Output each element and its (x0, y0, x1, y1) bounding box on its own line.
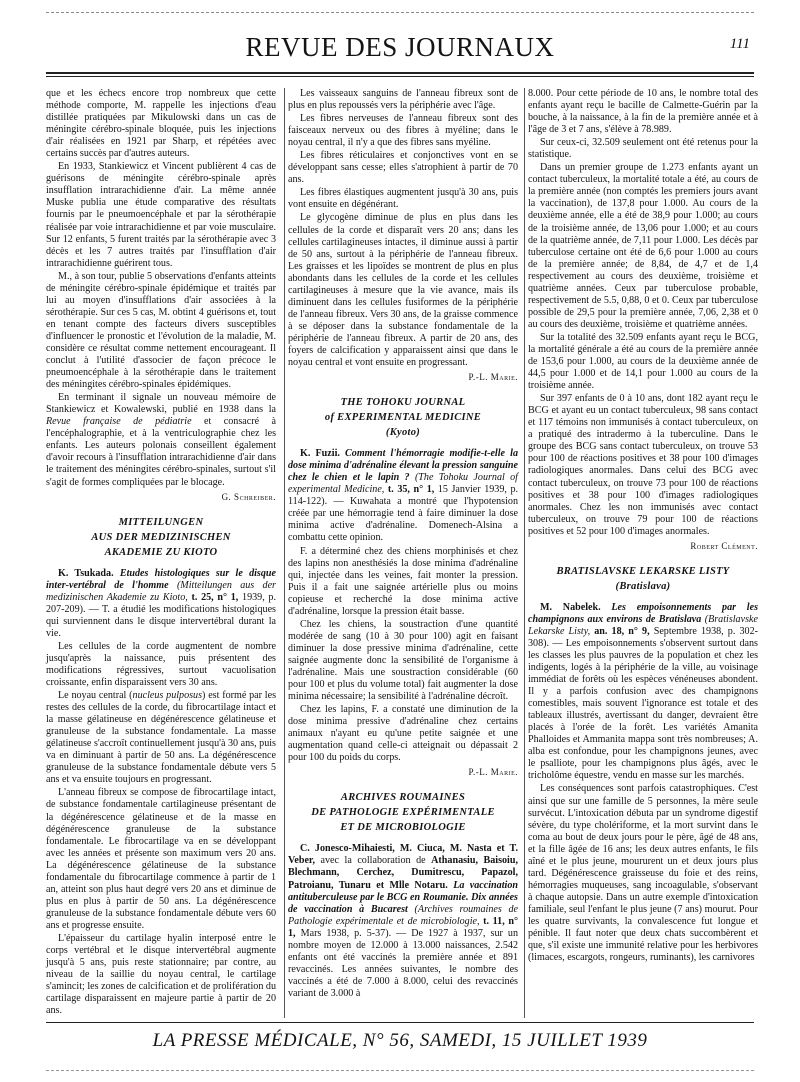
paragraph: 8.000. Pour cette période de 10 ans, le nombre total des enfants ayant reçu le bacille de Calmette-Guérin par la bouche, à la naissance, à la fin de la première année et à l'âge de 3 et 7 ans, s'élève à 78.989. (528, 88, 758, 136)
section-heading-line: AUS DER MEDIZINISCHEN (91, 531, 231, 543)
column-2 (288, 88, 518, 1001)
paragraph: Sur ceux-ci, 32.509 seulement ont été retenus pour la statistique. (528, 137, 758, 161)
paragraph: F. a déterminé chez des chiens morphinisés et chez des lapins non anesthésiés la dose minima d'adrénaline qui, injectée dans les veines, fait monter la pression. Puis il a fait une saignée artérielle plus ou moins copieuse et recherché la dose minima active d'adrénaline, lorsque la pression était basse. (288, 545, 518, 617)
section-heading-line: of EXPERIMENTAL MEDICINE (324, 412, 482, 424)
section-heading-line: AKADEMIE ZU KIOTO (104, 546, 218, 558)
article-author: K. Tsukada. (58, 567, 114, 579)
running-title: REVUE DES JOURNAUX (245, 32, 555, 62)
article-reference: (Archives roumaines de Pathologie expérimentale et de microbiologie, (288, 903, 518, 927)
text-run: avec la collaboration de (320, 855, 426, 867)
article-reference: (Mitteilungen aus der medizinischen Akademie zu Kioto, (46, 579, 276, 603)
article-volume: t. 35, n° 1, (387, 484, 435, 496)
section-heading-line: ARCHIVES ROUMAINES (340, 792, 466, 804)
article-author: K. Fuzii. (300, 448, 340, 460)
section-heading (288, 790, 518, 835)
section-heading-line: MITTEILUNGEN (118, 516, 204, 528)
paragraph: Le glycogène diminue de plus en plus dans les cellules de la corde et disparaît vers 20 ans; dans les cellules cartilagineuses intactes, il diminue aussi à partir de 50 ans, surtout à la périphérie de l'anneau fibreux. Les graisses et les lipoïdes se montrent de plus en plus abondants dans les cellules de la corde et les cellules cartilagineuses à mesure que la vie avance, mais ils diminuent dans les cellules fusiformes de la périphérie de l'anneau fibreux. Vers 30 ans, de la graisse commence à se déposer dans la substance fondamentale de la périphérie de l'anneau fibreux. A partir de 20 ans, des foyers de calcification y apparaissent ainsi que dans le noyau central et vont ensuite en progressant. (288, 212, 518, 369)
text-run: En terminant il signale un nouveau mémoire de Stankiewicz et Kowalewski, publié en 1938 dans la (46, 392, 276, 416)
article-author: M. Nabelek. (540, 601, 601, 613)
paragraph: L'épaisseur du cartilage hyalin interposé entre le corps vertébral et le disque intervertébral augmente jusqu'à 5 ans, puis reste stationnaire; par contre, au niveau de la saillie du noyau central, le cartilage s'amincit; les zones de calcification et de prolifération du cartilage disparaissent en majeure partie à partir de 20 ans. (46, 933, 276, 1017)
header-rule-thin (46, 76, 754, 77)
article-volume: t. 11, n° 1, (288, 915, 518, 939)
paragraph: Chez les lapins, F. a constaté une diminution de la dose minima pressive d'adrénaline chez certains animaux n'ayant eu qu'une petite saignée et une augmentation quand celle-ci atteignait ou dépassait 2 pour 100 du poids du corps. (288, 704, 518, 764)
paragraph: Les vaisseaux sanguins de l'anneau fibreux sont de plus en plus repoussés vers la périphérie avec l'âge. (288, 88, 518, 112)
signature (46, 491, 276, 503)
latin-term: nucleus pulposus (132, 690, 203, 702)
article-author: C. Jonesco-Mihaiesti, M. Ciuca, M. Nasta et T. Veber, (288, 843, 518, 867)
paragraph: Les cellules de la corde augmentent de nombre jusqu'après la naissance, puis présentent des modifications régressives, surtout vacuolisation croissante, enfin disparaissent vers 30 ans. (46, 640, 276, 689)
author-signature: P.-L. Marie. (468, 372, 518, 383)
page-number: 111 (729, 36, 750, 52)
section-heading-line: (Kyoto) (385, 427, 421, 439)
paragraph (46, 392, 276, 488)
paragraph: M., à son tour, publie 5 observations d'enfants atteints de méningite cérébro-spinale épidémique et traités par lui au moyen d'insufflations d'air associées à la sérothérapie. Sur ces 5 cas, M. obtint 4 guérisons et, tout en tenant compte des facteurs divers susceptibles d'influencer le pronostic et l'évolution de la maladie, M. considère ce résultat comme nettement encourageant. Il conclut à l'utilité d'associer de façon précoce le pneumoencéphale à la sérothérapie dans le traitement des méningites cérébro-spinales épidémiques. (46, 270, 276, 391)
column-3 (528, 88, 758, 965)
column-divider (524, 88, 525, 1018)
paragraph: Les fibres nerveuses de l'anneau fibreux sont des faisceaux nerveux ou des fibres à myéline; dans le noyau central, il n'y a que des fibres sans myéline. (288, 113, 518, 149)
article-title: Etudes histologiques sur le disque inter-vertébral de l'homme (46, 567, 276, 591)
article-abstract (528, 602, 758, 783)
section-heading (288, 395, 518, 440)
article-title: Comment l'hémorragie modifie-t-elle la dose minima d'adrénaline élevant la pression sanguine chez le chien et le lapin ? (288, 448, 518, 484)
paragraph: Dans un premier groupe de 1.273 enfants ayant un contact tuberculeux, la mortalité totale a été, au cours de la première année (non comptés les premiers jours avant la vaccination), de 137,8 pour 1.000. Au cours de la deuxième année, elle a été de 38,9 pour 1.000; au cours de la troisième année, de 13,06 pour 1.000; et au cours de la quatrième année, de 7,11 pour 1.000. Les décès par tuberculose certaine ont été de 6,6 pour 1.000 au cours de la première année; de 8,84, de 4,7 et de 1,4 respectivement au cours des deuxième, troisième et quatrième années. Ceux par tuberculose probable, respectivement de 5.5, 0,88, 0 et 0. Ceux par tuberculose possible de 29,5 pour la première année, 7,06, 2,38 et 0 au cours des deuxième, troisième et quatrième années. (528, 162, 758, 330)
article-author: Athanasiu, Baisoiu, Blechmann, Cerchez, Dumitrescu, Papazol, Patroianu, Tunaru et Mlle Notaru. (288, 855, 518, 891)
paragraph: Les fibres élastiques augmentent jusqu'à 30 ans, puis vont ensuite en dégénérant. (288, 187, 518, 211)
article-abstract (46, 568, 276, 640)
page-header (46, 28, 754, 68)
section-heading-line: ET DE MICROBIOLOGIE (340, 822, 466, 834)
article-abstract (288, 448, 518, 544)
column-divider (284, 88, 285, 1018)
paragraph: Chez les chiens, la soustraction d'une quantité modérée de sang (10 à 30 pour 100) agit en faisant diminuer la dose pressive minima d'adrénaline, cette saignée augmente donc la sensibilité de l'organisme à l'adrénaline. Mais une soustraction considérable (60 pour 100 et plus du volume total) fait augmenter la dose minima nécessaire; la sensibilité à l'adrénaline décroît. (288, 618, 518, 703)
paragraph: En 1933, Stankiewicz et Vincent publièrent 4 cas de guérisons de méningite cérébro-spinale après insufflation intrarachidienne d'air. La même année Muske publia une étude comparative des résultats fournis par le pneumoencéphale et par la sérothérapie réalisée par voie intrarachidienne et par voie musculaire. Sur 12 enfants, 5 furent traités par la sérothérapie avec 3 décès et les 7 autres traités par l'insufflation d'air intrarachidienne guérirent tous. (46, 161, 276, 269)
article-text: 1939, p. 207-209). — T. a étudié les modifications histologiques qui surviennent dans le disque intervertébral durant la vie. (46, 591, 277, 639)
paragraph: Sur la totalité des 32.509 enfants ayant reçu le BCG, la mortalité générale a été au cours de la première année de 153,6 pour 1.000, au cours de la deuxième année de 44,5 pour 1.000 et de 14,1 pour 1.000 au cours de la troisième année. (528, 331, 758, 392)
section-heading-line: THE TOHOKU JOURNAL (340, 397, 466, 409)
page-footer: LA PRESSE MÉDICALE, N° 56, SAMEDI, 15 JUILLET 1939 (152, 1030, 648, 1051)
section-heading-line: (Bratislava) (615, 580, 671, 592)
article-reference: (Bratislavske Lekarske Listy, (528, 613, 758, 637)
text-run: et consacré à l'encéphalographie, et à la ventriculographie chez les enfants. Les auteurs polonais conseillent également d'avoir recours à l'insufflation intrarachidienne d'air dans le traitement des méningites cérébro-spinales, surtout s'il s'agit de formes compliquées par le blocage. (46, 416, 276, 488)
text-run: Le noyau central ( (58, 690, 133, 702)
paragraph: L'anneau fibreux se compose de fibrocartilage intact, de substance fondamentale cartilagineuse présentant de la dégénérescence gélatineuse et de la masse en dégénérescence granuleuse de la substance fondamentale. Le fibrocartilage va en se développant avec les années et présente son maximum vers 20 ans. La dégénérescence gélatineuse de la substance fondamentale du fibrocartilage commence à partir de 1 an, atteint son plus haut degré vers 20 ans et diminue de plus en plus à partir de 50 ans. La dégénérescence granuleuse de la substance fondamentale débute vers 60 ans et progresse ensuite. (46, 787, 276, 931)
paragraph (46, 690, 276, 786)
article-title: La vaccination antituberculeuse par le BCG en Roumanie. Dix années de vaccination à Bucarest (288, 879, 518, 915)
article-text: 15 Janvier 1939, p. 114-122). — Kuwahata a montré que l'hypotension créée par une hémorragie tend à faire diminuer la dose minima active d'adrénaline. Domenech-Alsina a combattu cette opinion. (288, 484, 519, 544)
article-title: Les empoisonnements par les champignons aux environs de Bratislava (528, 601, 758, 625)
text-run: ) est formé par les restes des cellules de la corde, du fibrocartilage intact et la masse gélatineuse en dégénérescence gélatineuse et granuleuse de la substance fondamentale. La masse gélatineuse s'accroît continuellement jusqu'à 30 ans, puis va en diminuant à partir de 50 ans. La dégénérescence granuleuse de la substance fondamentale débute vers 5 ans et va ensuite toujours en progressant. (46, 690, 276, 786)
article-reference: (The Tohoku Journal of experimental Medicine, (288, 472, 518, 496)
paragraph: Les conséquences sont parfois catastrophiques. C'est ainsi que sur une famille de 5 personnes, la mère seule survécut. L'intoxication débuta par un syndrome digestif sévère, du type cholériforme, et la mort survint dans le coma au bout de deux jours pour le père, âgé de 48 ans, et la fille âgée de 16 ans; les deux autres enfants, le fils aîné et le plus jeune, moururent un et deux jours plus tard. Dégénérescence graisseuse du foie et des reins, hémorragies muqueuses, sang incoagulable, s'observant à chaque autopsie. Dans un autre exemple d'intoxication familiale, seul l'enfant le plus jeune (7 ans) mourut. Pour les quatre survivants, la convalescence fut longue et pénible. Il faut noter que deux chats succombèrent et que, s'il existe une immunité relative pour les herbivores (limaces, escargots, rongeurs, ruminants), les carnivores (528, 783, 758, 964)
section-heading (46, 515, 276, 560)
author-signature: P.-L. Marie. (468, 767, 518, 778)
signature (528, 540, 758, 552)
section-heading-line: DE PATHOLOGIE EXPÉRIMENTALE (311, 807, 495, 819)
paragraph: que et les échecs encore trop nombreux que cette méthode comporte, M. rappelle les injections d'eau distillée pratiquées par Mikulowski dans un cas de méningite cérébro-spinale bloquée, puis les injections d'air réalisées en 1921 par Sharp, et répétées avec certains succès par d'autres auteurs. (46, 88, 276, 160)
paragraph: Les fibres réticulaires et conjonctives vont en se développant sans cesse; elles s'atrophient à partir de 70 ans. (288, 150, 518, 186)
signature (288, 766, 518, 778)
top-dashed-line (46, 12, 754, 13)
article-abstract (288, 843, 518, 1000)
article-volume: t. 25, n° 1, (191, 591, 239, 603)
journal-title: Revue française de pédiatrie (46, 416, 192, 428)
article-text: Mars 1938, p. 5-37). — De 1927 à 1937, sur un nombre moyen de 12.000 à 13.000 naissances, 2.542 enfants ont été vaccinés la première année et 891 revaccinés. Les années suivantes, le nombre des vaccinés a été de 7.000 à 8.000, celui des revaccinés variant de 3.000 à (288, 927, 518, 999)
author-signature: G. Schreiber. (221, 491, 276, 502)
signature (288, 371, 518, 383)
article-volume: an. 18, n° 9, (594, 625, 650, 637)
footer-rule (46, 1022, 754, 1023)
column-1 (46, 88, 276, 1018)
article-text: Septembre 1938, p. 302-308). — Les empoisonnements s'observent surtout dans les classes les plus pauvres de la population et chez les indigents, logés à la périphérie de la ville, au voisinage immédiat de forêts où les espèces vénéneuses abondent. Il y a parfois confusion avec des champignons comestibles, mais souvent l'ignorance est totale et des tableaux illustrés, avertissant du danger, devraient être placés à l'orée de la forêt. Les variétés Amanita Phalloides et Ammanita mappa sont très nombreuses; A. alba est confondue, pour les champignons jeunes, avec le psalliote, pour les champignons plus âgés, avec le tricholôme équestre, vendu en masse sur les marchés. (528, 625, 758, 782)
bottom-dashed-line (46, 1070, 754, 1071)
paragraph: Sur 397 enfants de 0 à 10 ans, dont 182 ayant reçu le BCG et ayant eu un contact tuberculeux, 98 sans contact et 117 témoins non immunisés à contact tuberculeux, on a pratiqué des intradermo à la tuberculine. Dans le groupe des BCG sans contact tuberculeux, on trouve 53 pour 100 de réactions positives et 38 pour 100 d'images radiologiques anormales. Dans celui des BCG avec contact tuberculeux, on trouve 73 pour 100 de réactions positives et 38 pour 100 d'images radiologiques anormales. Chez les non immunisés avec contact tuberculeux, on trouve 79 pour 100 de réactions positives et 52 pour 100 d'images anormales. (528, 393, 758, 537)
section-heading (528, 564, 758, 594)
section-heading-line: BRATISLAVSKE LEKARSKE LISTY (556, 565, 730, 577)
author-signature: Robert Clément. (690, 540, 758, 551)
header-rule (46, 72, 754, 74)
